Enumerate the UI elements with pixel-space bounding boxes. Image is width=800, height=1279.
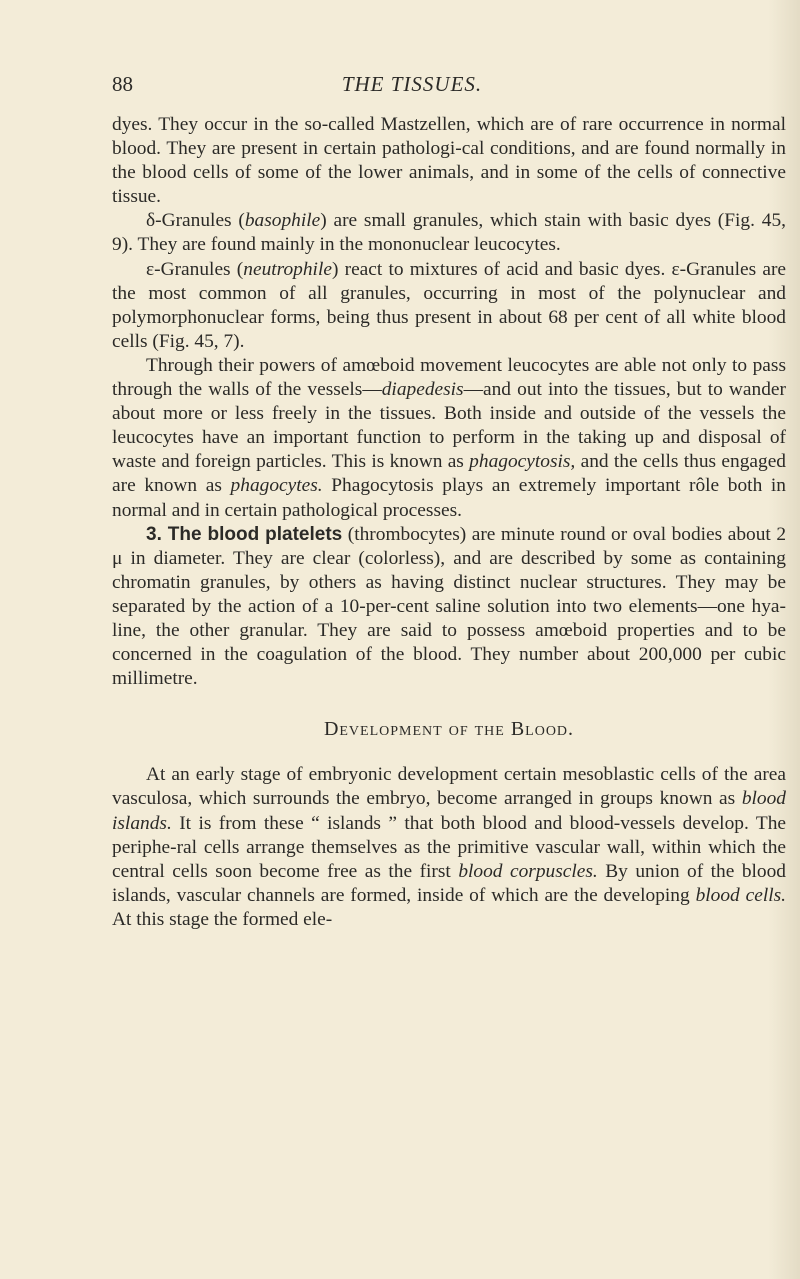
section-heading: Development of the Blood.: [323, 718, 575, 741]
page-number: 88: [112, 72, 133, 96]
term-phagocytosis: phagocytosis,: [469, 451, 576, 473]
text-run: (thrombocytes) are minute round or oval bodies about 2 μ in diameter. They are clear (colorless), and are described by some as containing chromatin granules, by others as having distinct nuclear structures. They may be separated by the action of a 10-per-cent saline solution into two elements—one hya-line, the other granular. They are said to possess amœboid properties and to be concerned in the coagulation of the blood. They number about 200,000 per cubic millimetre.: [112, 523, 787, 690]
section-heading-inline: 3. The blood platelets: [146, 523, 343, 545]
text-run: ) react to mixtures of acid and basic dyes. ε-Granules are the most common of all granules, occurring in most of the polynuclear and polymorphonuclear forms, being thus present in about 68 per cent of all white blood cells (Fig. 45, 7).: [112, 258, 787, 352]
term-phagocytes: phagocytes.: [230, 475, 323, 497]
text-run: It is from these “ islands ” that both blood and blood-vessels develop. The periphe-ral cells arrange themselves as the primitive vascular wall, within which the central cells soon become free as the first: [112, 812, 786, 882]
term-blood-cells: blood cells.: [695, 884, 786, 906]
text-run: ε-Granules (: [146, 258, 244, 280]
paragraph-development: [112, 763, 786, 932]
running-title: THE TISSUES.: [341, 72, 483, 96]
page-header: [112, 72, 712, 102]
text-run: and the cells thus engaged are known as: [112, 451, 786, 497]
text-run: At an early stage of embryonic development certain mesoblastic cells of the area vasculosa, which surrounds the embryo, become arranged in groups known as: [112, 764, 786, 810]
term-diapedesis: diapedesis: [381, 379, 464, 401]
term-blood-corpuscles: blood corpuscles.: [458, 860, 598, 882]
text-run: By union of the blood islands, vascular channels are formed, inside of which are the developing: [112, 860, 786, 906]
text-run: At this stage the formed ele-: [112, 908, 333, 930]
term-basophile: basophile: [244, 210, 321, 232]
term-blood-islands: blood islands.: [112, 788, 786, 834]
paragraph-delta-granules: [112, 209, 786, 257]
page-body: [112, 113, 786, 932]
paragraph-phagocytosis: [112, 354, 786, 523]
term-neutrophile: neutrophile: [243, 258, 332, 280]
text-run: Phagocytosis plays an extremely important rôle both in normal and in certain pathological processes.: [112, 475, 786, 521]
text-run: δ-Granules (: [146, 210, 245, 232]
paragraph-blood-platelets: [112, 523, 786, 692]
text-run: —and out into the tissues, but to wander about more or less freely in the tissues. Both inside and outside of the vessels the leucocytes have an important function to perform in the taking up and disposal of waste and foreign particles. This is known as: [112, 379, 786, 473]
text-run: Through their powers of amœboid movement leucocytes are able not only to pass through the walls of the vessels—: [112, 354, 786, 401]
paragraph-epsilon-granules: [112, 258, 786, 354]
text-run: ) are small granules, which stain with basic dyes (Fig. 45, 9). They are found mainly in the mononuclear leucocytes.: [112, 210, 786, 256]
paragraph-mastzellen: dyes. They occur in the so-called Mastzellen, which are of rare occurrence in normal blood. They are present in certain pathologi-cal conditions, and are found normally in the blood cells of some of the lower animals, and in some of the cells of connective tissue.: [112, 114, 786, 208]
